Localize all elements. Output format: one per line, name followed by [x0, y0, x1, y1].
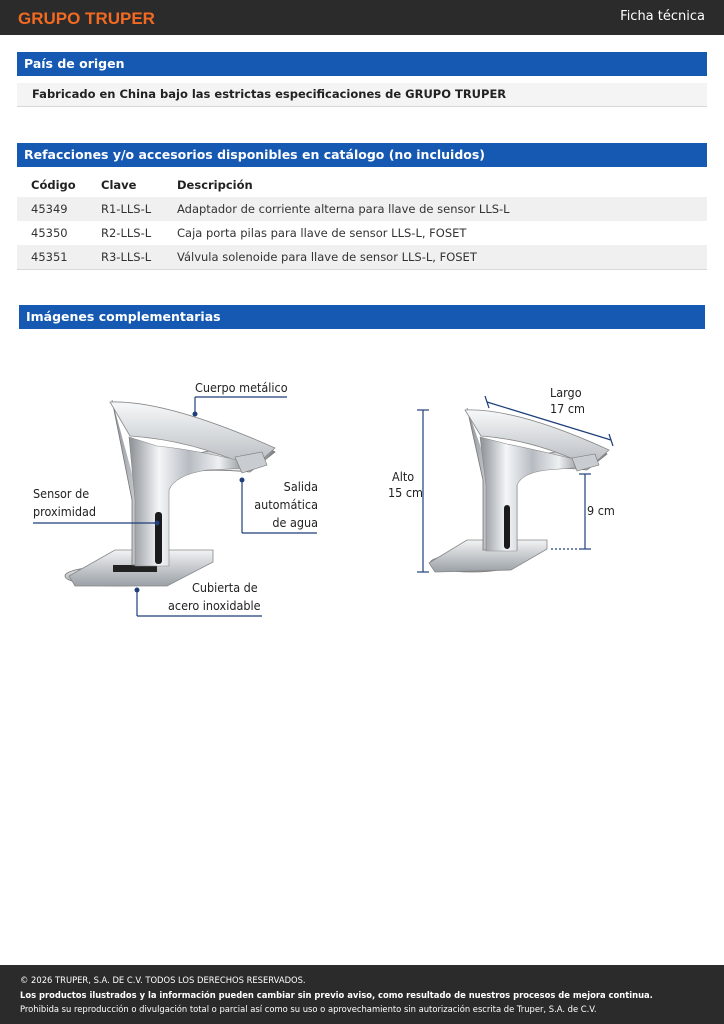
label-outlet-line3: de agua — [272, 515, 318, 530]
parts-table — [17, 173, 707, 270]
cell-code: 45350 — [31, 226, 68, 240]
label-metal-body: Cuerpo metálico — [195, 380, 288, 395]
top-bar — [0, 0, 724, 35]
cell-description: Válvula solenoide para llave de sensor LLS-L, FOSET — [177, 245, 707, 270]
table-row — [17, 245, 707, 270]
footer-copyright: © 2026 TRUPER, S.A. DE C.V. TODOS LOS DERECHOS RESERVADOS. — [20, 975, 306, 985]
parts-table-header-row — [17, 173, 707, 197]
label-height-title: Alto — [392, 469, 415, 484]
cell-description: Caja porta pilas para llave de sensor LLS-L, FOSET — [177, 226, 467, 240]
column-header-code: Código — [17, 173, 101, 197]
faucet-left — [65, 400, 275, 586]
column-header-key: Clave — [101, 173, 177, 197]
label-sensor-line2: proximidad — [33, 504, 97, 519]
label-sensor-line1: Sensor de — [33, 486, 90, 501]
faucet-right — [429, 408, 609, 572]
table-row — [17, 197, 707, 221]
product-images — [17, 340, 707, 630]
faucet-illustrations — [17, 340, 707, 630]
cell-key: R2-LLS-L — [101, 226, 152, 240]
brand-logo: GRUPO TRUPER — [18, 9, 155, 28]
origin-text: Fabricado en China bajo las estrictas especificaciones de GRUPO TRUPER — [17, 83, 707, 107]
footer-disclaimer: Los productos ilustrados y la información pueden cambiar sin previo aviso, como resultado de nuestros procesos de mejora continua. — [20, 990, 653, 1000]
images-section-header: Imágenes complementarias — [19, 305, 705, 329]
footer-prohibition: Prohibida su reproducción o divulgación total o parcial así como su uso o aprovechamiento sin autorización escrita de Truper, S.A. de C.V. — [20, 1004, 597, 1014]
origin-section-header: País de origen — [17, 52, 707, 76]
label-height-value: 15 cm — [388, 485, 424, 500]
label-length-value: 17 cm — [550, 401, 586, 416]
document-type: Ficha técnica — [620, 9, 705, 24]
cell-key: R3-LLS-L — [101, 245, 177, 270]
label-spout-height: 9 cm — [587, 503, 615, 518]
label-cover-line1: Cubierta de — [192, 580, 258, 595]
label-outlet-line2: automática — [254, 497, 318, 512]
parts-section-header: Refacciones y/o accesorios disponibles en catálogo (no incluidos) — [17, 143, 707, 167]
cell-code: 45351 — [17, 245, 101, 270]
cell-key: R1-LLS-L — [101, 197, 177, 221]
label-length-title: Largo — [550, 385, 582, 400]
label-outlet-line1: Salida — [283, 479, 318, 494]
cell-description: Adaptador de corriente alterna para llave de sensor LLS-L — [177, 197, 707, 221]
column-header-description: Descripción — [177, 173, 707, 197]
cell-code: 45349 — [17, 197, 101, 221]
label-cover-line2: acero inoxidable — [168, 598, 261, 613]
table-row — [17, 221, 707, 245]
footer — [0, 965, 724, 1024]
